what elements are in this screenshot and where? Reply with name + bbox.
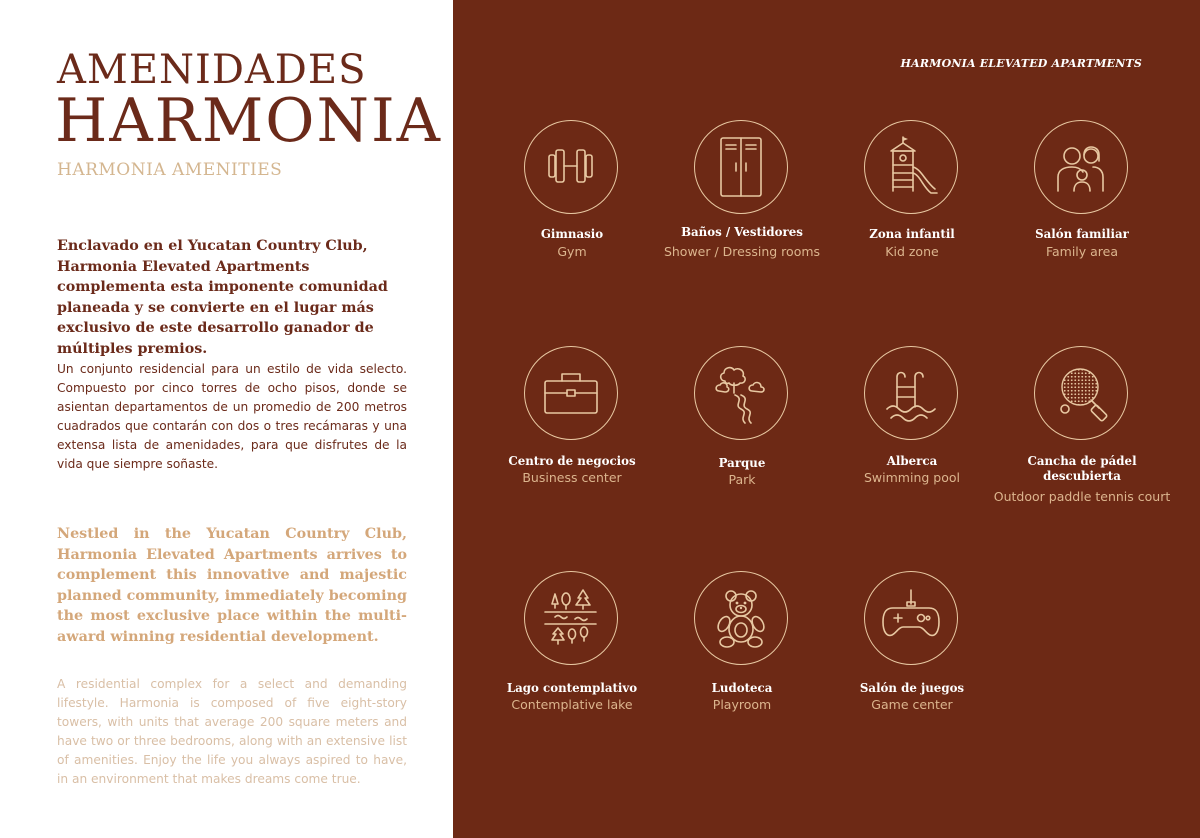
amenity-name-en: Family area bbox=[1045, 244, 1119, 259]
amenity-circle bbox=[524, 571, 618, 665]
dumbbell-icon bbox=[525, 121, 616, 212]
gamepad-icon bbox=[865, 572, 956, 663]
amenity-name-en: Playroom bbox=[712, 697, 772, 712]
paddle-icon bbox=[1035, 347, 1126, 438]
amenity-name-en: Business center bbox=[522, 470, 622, 485]
amenity-circle bbox=[694, 571, 788, 665]
amenity-circle bbox=[694, 346, 788, 440]
brand-label: HARMONIA ELEVATED APARTMENTS bbox=[900, 57, 1142, 70]
amenity-name-en: Park bbox=[728, 472, 756, 487]
amenity-name-es: Gimnasio bbox=[540, 227, 604, 241]
amenity-name-en: Kid zone bbox=[885, 244, 939, 259]
amenity-name-es: Parque bbox=[718, 456, 766, 470]
amenity-name-es: Salón de juegos bbox=[859, 681, 965, 695]
amenity-name-en: Swimming pool bbox=[864, 470, 960, 485]
lead-paragraph-es: Enclavado en el Yucatan Country Club, Harmonia Elevated Apartments complementa esta imponente comunidad planeada y se convierte en el lugar más exclusivo de este desarrollo ganador de múltiples premios. bbox=[57, 238, 388, 357]
amenity-circle bbox=[864, 346, 958, 440]
amenity-circle bbox=[1034, 346, 1128, 440]
briefcase-icon bbox=[525, 347, 616, 438]
pool-ladder-icon bbox=[865, 347, 956, 438]
page-subtitle: HARMONIA AMENITIES bbox=[57, 160, 283, 180]
amenity-name-es: Ludoteca bbox=[711, 681, 773, 695]
body-paragraph-es: Un conjunto residencial para un estilo de vida selecto. Compuesto por cinco torres de ocho pisos, donde se asientan departamentos de un promedio de 200 metros cuadrados que contarán con dos o tres recámaras y una extensa lista de amenidades, para que disfrutes de la vida que siempre soñaste. bbox=[57, 362, 407, 471]
playground-icon bbox=[865, 121, 956, 212]
page-title-line2: HARMONIA bbox=[55, 86, 442, 156]
family-icon bbox=[1035, 121, 1126, 212]
amenity-name-es: Lago contemplativo bbox=[506, 681, 638, 695]
amenity-name-en: Contemplative lake bbox=[511, 697, 633, 712]
amenity-name-en: Shower / Dressing rooms bbox=[663, 244, 821, 259]
amenities-panel bbox=[453, 0, 1200, 838]
amenity-name-es: Baños / Vestidores bbox=[681, 225, 803, 239]
amenity-name-en: Outdoor paddle tennis court bbox=[993, 489, 1171, 504]
lake-icon bbox=[525, 572, 616, 663]
amenity-name-es: Zona infantil bbox=[869, 227, 955, 241]
body-paragraph-en: A residential complex for a select and demanding lifestyle. Harmonia is composed of five eight-story towers, with units that average 200 square meters and have two or three bedrooms, along with an extensive list of amenities. Enjoy the life you always aspired to have, in an environment that makes dreams come true. bbox=[57, 677, 407, 786]
amenity-name-en: Game center bbox=[871, 697, 953, 712]
amenity-name-es: Alberca bbox=[886, 454, 938, 468]
amenity-circle bbox=[864, 571, 958, 665]
amenity-name-es: Centro de negocios bbox=[508, 454, 636, 468]
page-title-line1: AMENIDADES bbox=[57, 47, 367, 93]
amenity-circle bbox=[1034, 120, 1128, 214]
amenity-circle bbox=[864, 120, 958, 214]
amenity-name-en: Gym bbox=[557, 244, 587, 259]
lockers-icon bbox=[695, 121, 786, 212]
teddy-bear-icon bbox=[695, 572, 786, 663]
amenity-circle bbox=[694, 120, 788, 214]
amenity-name-es: Cancha de pádel descubierta bbox=[1027, 454, 1137, 483]
amenity-name-es: Salón familiar bbox=[1035, 227, 1129, 241]
intro-panel bbox=[0, 0, 453, 838]
lead-paragraph-en: Nestled in the Yucatan Country Club, Harmonia Elevated Apartments arrives to complement this innovative and majestic planned community, immediately becoming the most exclusive place within the multi-award winning residential development. bbox=[57, 526, 407, 645]
amenity-circle bbox=[524, 120, 618, 214]
amenity-circle bbox=[524, 346, 618, 440]
park-icon bbox=[695, 347, 786, 438]
